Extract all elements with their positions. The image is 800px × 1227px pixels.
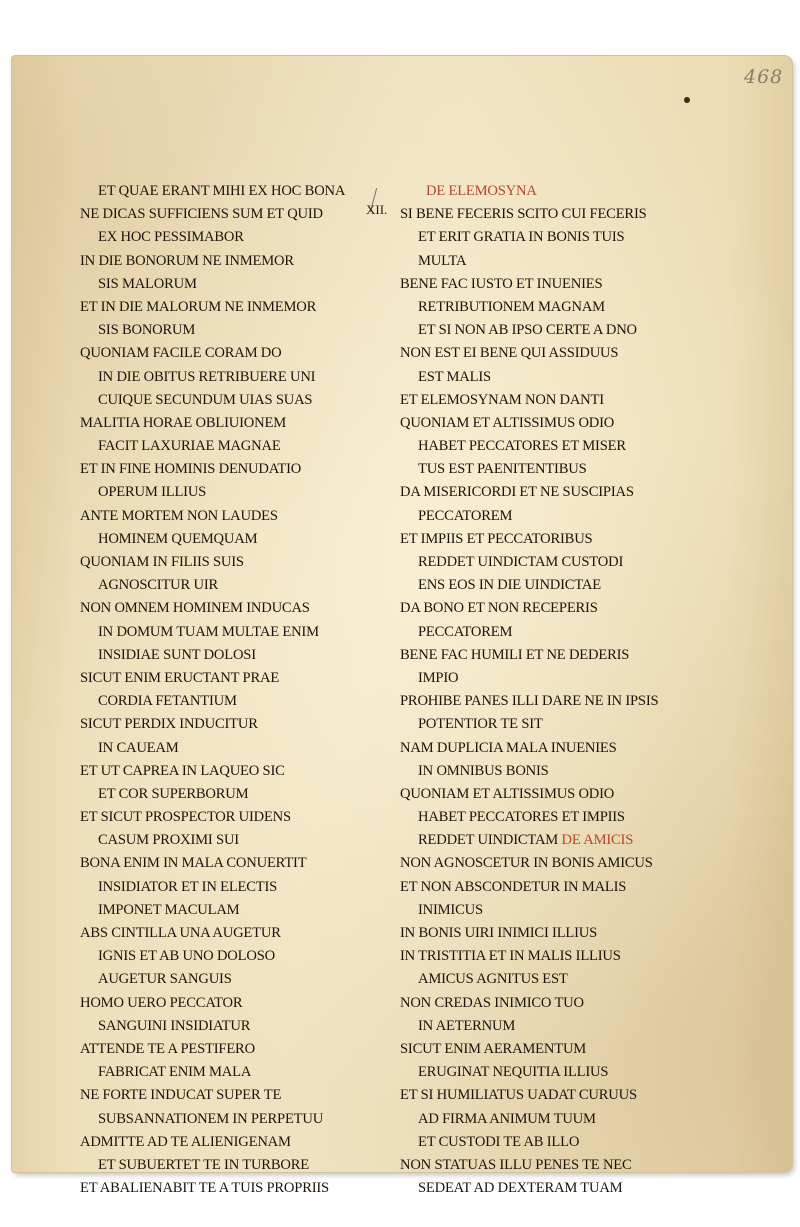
text-line xyxy=(400,621,700,644)
text-line xyxy=(400,899,700,922)
text-line-content: RETRIBUTIONEM MAGNAM xyxy=(418,298,605,315)
margin-chapter-number: XII. xyxy=(366,202,388,217)
text-line xyxy=(80,690,410,713)
text-line xyxy=(80,366,410,389)
text-line-content: HABET PECCATORES ET MISER xyxy=(418,438,626,455)
text-line-content: SIS MALORUM xyxy=(98,275,197,292)
text-line xyxy=(80,203,410,226)
text-line xyxy=(400,968,700,991)
text-line-content: DA MISERICORDI ET NE SUSCIPIAS xyxy=(400,484,634,501)
text-line-content: HOMINEM QUEMQUAM xyxy=(98,530,258,547)
text-line-content: ET QUAE ERANT MIHI EX HOC BONA xyxy=(98,183,346,199)
text-line-content: SANGUINI INSIDIATUR xyxy=(98,1017,251,1034)
text-line xyxy=(400,1084,700,1107)
text-line xyxy=(80,389,410,412)
text-line-content: SUBSANNATIONEM IN PERPETUU xyxy=(98,1110,324,1127)
text-line xyxy=(80,968,410,991)
rubric-inline: DE AMICIS xyxy=(561,832,634,849)
text-line xyxy=(400,783,700,806)
text-line-content: PECCATOREM xyxy=(418,623,513,640)
text-line xyxy=(400,250,700,273)
text-line xyxy=(400,1177,700,1200)
text-line-content: QUONIAM ET ALTISSIMUS ODIO xyxy=(400,785,615,802)
text-line-content: AD FIRMA ANIMUM TUUM xyxy=(418,1110,596,1127)
text-line xyxy=(80,621,410,644)
text-line-content: OPERUM ILLIUS xyxy=(98,484,207,501)
text-line xyxy=(80,829,410,852)
text-line xyxy=(400,1015,700,1038)
text-line xyxy=(80,296,410,319)
text-line-content: ADMITTE AD TE ALIENIGENAM xyxy=(80,1133,291,1150)
text-line xyxy=(400,876,700,899)
text-line-content: CORDIA FETANTIUM xyxy=(98,693,237,710)
text-line-content: SICUT PERDIX INDUCITUR xyxy=(80,716,258,733)
text-line-content: EX HOC PESSIMABOR xyxy=(98,229,244,246)
text-line xyxy=(80,1084,410,1107)
text-line-content: IN OMNIBUS BONIS xyxy=(418,762,549,779)
text-line xyxy=(400,922,700,945)
text-line xyxy=(80,852,410,875)
text-line-content: ET ERIT GRATIA IN BONIS TUIS xyxy=(418,229,625,246)
text-line xyxy=(80,1154,410,1177)
text-line-content: BENE FAC IUSTO ET INUENIES xyxy=(400,275,603,292)
text-line-content: AGNOSCITUR UIR xyxy=(98,577,219,594)
rubric-heading: DE ELEMOSYNA xyxy=(426,183,537,199)
text-line-content: AUGETUR SANGUIS xyxy=(98,971,232,988)
text-line xyxy=(400,273,700,296)
text-line xyxy=(400,296,700,319)
text-line-content: SIS BONORUM xyxy=(98,322,196,339)
text-line-content: ET SI NON AB IPSO CERTE A DNO xyxy=(418,322,637,339)
text-line-content: CASUM PROXIMI SUI xyxy=(98,832,239,849)
text-line-content: HABET PECCATORES ET IMPIIS xyxy=(418,809,625,826)
text-line-content: ET ABALIENABIT TE A TUIS PROPRIIS xyxy=(80,1180,329,1197)
text-line-content: CUIQUE SECUNDUM UIAS SUAS xyxy=(98,391,313,408)
text-line-content: ERUGINAT NEQUITIA ILLIUS xyxy=(418,1064,609,1081)
text-line xyxy=(80,250,410,273)
text-line xyxy=(400,852,700,875)
text-line xyxy=(80,597,410,620)
text-line-content: INSIDIAE SUNT DOLOSI xyxy=(98,646,256,663)
text-line xyxy=(400,644,700,667)
text-line xyxy=(400,1154,700,1177)
text-line xyxy=(400,366,700,389)
text-line-content: AMICUS AGNITUS EST xyxy=(418,971,568,988)
text-line-content: MULTA xyxy=(418,252,467,269)
text-line-content: REDDET UINDICTAM CUSTODI xyxy=(418,554,624,570)
text-line xyxy=(400,203,700,226)
text-line-content: ET IMPIIS ET PECCATORIBUS xyxy=(400,530,593,547)
text-line-content: EST MALIS xyxy=(418,368,491,385)
text-line-content: ET CUSTODI TE AB ILLO xyxy=(418,1133,580,1150)
left-text-column xyxy=(80,180,410,1200)
text-line-content: NE DICAS SUFFICIENS SUM ET QUID xyxy=(80,206,323,223)
text-line-content: HOMO UERO PECCATOR xyxy=(80,994,243,1011)
text-line-content: IGNIS ET AB UNO DOLOSO xyxy=(98,948,275,965)
text-line xyxy=(80,1177,410,1200)
text-line xyxy=(400,667,700,690)
text-line xyxy=(400,992,700,1015)
text-line xyxy=(400,481,700,504)
text-line-content: FACIT LAXURIAE MAGNAE xyxy=(98,438,281,455)
text-line xyxy=(400,760,700,783)
text-line xyxy=(400,713,700,736)
text-line-content: NAM DUPLICIA MALA INUENIES xyxy=(400,739,617,756)
text-line xyxy=(80,737,410,760)
text-line xyxy=(80,180,410,203)
text-line xyxy=(400,458,700,481)
text-line-content: SI BENE FECERIS SCITO CUI FECERIS xyxy=(400,206,647,223)
text-line xyxy=(400,435,700,458)
right-text-column xyxy=(400,180,700,1200)
text-line xyxy=(80,1038,410,1061)
text-line xyxy=(80,922,410,945)
text-line xyxy=(400,319,700,342)
text-line xyxy=(80,574,410,597)
text-line xyxy=(400,1038,700,1061)
text-line-content: NON EST EI BENE QUI ASSIDUUS xyxy=(400,345,619,362)
text-line-content: TUS EST PAENITENTIBUS xyxy=(418,461,587,478)
text-line xyxy=(80,505,410,528)
text-line-content: ET IN FINE HOMINIS DENUDATIO xyxy=(80,461,302,478)
text-line-content: PROHIBE PANES ILLI DARE NE IN IPSIS xyxy=(400,693,659,710)
text-line-content: POTENTIOR TE SIT xyxy=(418,716,543,733)
text-line-content: ET SI HUMILIATUS UADAT CURUUS xyxy=(400,1087,637,1104)
text-line-content: PECCATOREM xyxy=(418,507,513,524)
text-line-content: ET COR SUPERBORUM xyxy=(98,785,249,802)
text-line xyxy=(80,806,410,829)
text-line xyxy=(80,992,410,1015)
text-line-content: ET NON ABSCONDETUR IN MALIS xyxy=(400,878,627,895)
text-line-content: QUONIAM IN FILIIS SUIS xyxy=(80,554,244,570)
text-line xyxy=(80,644,410,667)
text-line-content: BENE FAC HUMILI ET NE DEDERIS xyxy=(400,646,630,663)
text-line xyxy=(400,1108,700,1131)
text-line xyxy=(400,1131,700,1154)
text-line-content: MALITIA HORAE OBLIUIONEM xyxy=(80,414,286,431)
folio-number: 468 xyxy=(744,66,784,88)
text-line-content: ET UT CAPREA IN LAQUEO SIC xyxy=(80,762,285,779)
text-line xyxy=(80,667,410,690)
text-line-content: DA BONO ET NON RECEPERIS xyxy=(400,600,598,617)
ink-spot xyxy=(684,97,690,103)
text-line xyxy=(80,713,410,736)
text-line xyxy=(400,528,700,551)
text-line xyxy=(80,1061,410,1084)
text-line-content: INIMICUS xyxy=(418,901,483,918)
text-line-content: QUONIAM ET ALTISSIMUS ODIO xyxy=(400,414,615,431)
text-line-content: QUONIAM FACILE CORAM DO xyxy=(80,345,282,362)
text-line xyxy=(80,435,410,458)
text-line xyxy=(400,737,700,760)
text-line xyxy=(80,528,410,551)
text-line-content: SICUT ENIM ERUCTANT PRAE xyxy=(80,669,280,686)
text-line xyxy=(400,690,700,713)
text-line xyxy=(400,551,700,574)
text-line xyxy=(80,1131,410,1154)
text-line xyxy=(80,1015,410,1038)
text-line-content: BONA ENIM IN MALA CONUERTIT xyxy=(80,855,307,872)
text-line-content: ET IN DIE MALORUM NE INMEMOR xyxy=(80,298,317,315)
text-line xyxy=(80,551,410,574)
text-line-content: NON OMNEM HOMINEM INDUCAS xyxy=(80,600,310,617)
text-line-content: ET ELEMOSYNAM NON DANTI xyxy=(400,391,604,408)
text-line xyxy=(80,899,410,922)
text-line xyxy=(80,273,410,296)
text-line xyxy=(400,806,700,829)
text-line xyxy=(80,319,410,342)
text-line-content: IMPIO xyxy=(418,669,459,686)
text-line-content: NON STATUAS ILLU PENES TE NEC xyxy=(400,1156,632,1173)
text-line xyxy=(80,783,410,806)
text-line-content: INSIDIATOR ET IN ELECTIS xyxy=(98,878,278,895)
text-line xyxy=(400,574,700,597)
text-line xyxy=(400,597,700,620)
text-line-content: IN BONIS UIRI INIMICI ILLIUS xyxy=(400,925,598,941)
text-line xyxy=(400,226,700,249)
text-line-content: IN CAUEAM xyxy=(98,739,179,756)
text-line xyxy=(400,1061,700,1084)
text-line-content: ET SUBUERTET TE IN TURBORE xyxy=(98,1156,309,1173)
text-line xyxy=(400,829,700,852)
text-line-content: NON AGNOSCETUR IN BONIS AMICUS xyxy=(400,855,653,872)
text-line-content: ANTE MORTEM NON LAUDES xyxy=(80,507,278,524)
text-line xyxy=(80,760,410,783)
text-line xyxy=(80,458,410,481)
text-line xyxy=(400,342,700,365)
text-line xyxy=(80,226,410,249)
text-line-content: ABS CINTILLA UNA AUGETUR xyxy=(80,925,281,941)
text-line-content: ATTENDE TE A PESTIFERO xyxy=(80,1040,255,1057)
text-line-content: SICUT ENIM AERAMENTUM xyxy=(400,1040,587,1057)
text-line-content: ET SICUT PROSPECTOR UIDENS xyxy=(80,809,291,826)
text-line xyxy=(80,481,410,504)
text-line-content: NE FORTE INDUCAT SUPER TE xyxy=(80,1087,282,1104)
text-line-content: NON CREDAS INIMICO TUO xyxy=(400,994,584,1011)
text-line-content: IN DOMUM TUAM MULTAE ENIM xyxy=(98,623,319,640)
text-line-content: ENS EOS IN DIE UINDICTAE xyxy=(418,577,601,594)
text-line xyxy=(400,945,700,968)
text-line-content: IN DIE BONORUM NE INMEMOR xyxy=(80,252,294,269)
text-line-content: IN AETERNUM xyxy=(418,1017,516,1034)
text-line-content: REDDET UINDICTAM xyxy=(418,832,559,849)
text-line xyxy=(80,412,410,435)
text-line xyxy=(80,1108,410,1131)
text-line-content: IN DIE OBITUS RETRIBUERE UNI xyxy=(98,368,316,385)
text-line xyxy=(400,389,700,412)
text-line xyxy=(400,505,700,528)
text-line xyxy=(80,945,410,968)
text-line xyxy=(400,412,700,435)
text-line-content: FABRICAT ENIM MALA xyxy=(98,1064,252,1081)
text-line-content: SEDEAT AD DEXTERAM TUAM xyxy=(418,1180,623,1197)
text-line xyxy=(80,342,410,365)
text-line xyxy=(80,876,410,899)
text-line-content: IN TRISTITIA ET IN MALIS ILLIUS xyxy=(400,948,621,965)
text-line-content: IMPONET MACULAM xyxy=(98,901,240,918)
